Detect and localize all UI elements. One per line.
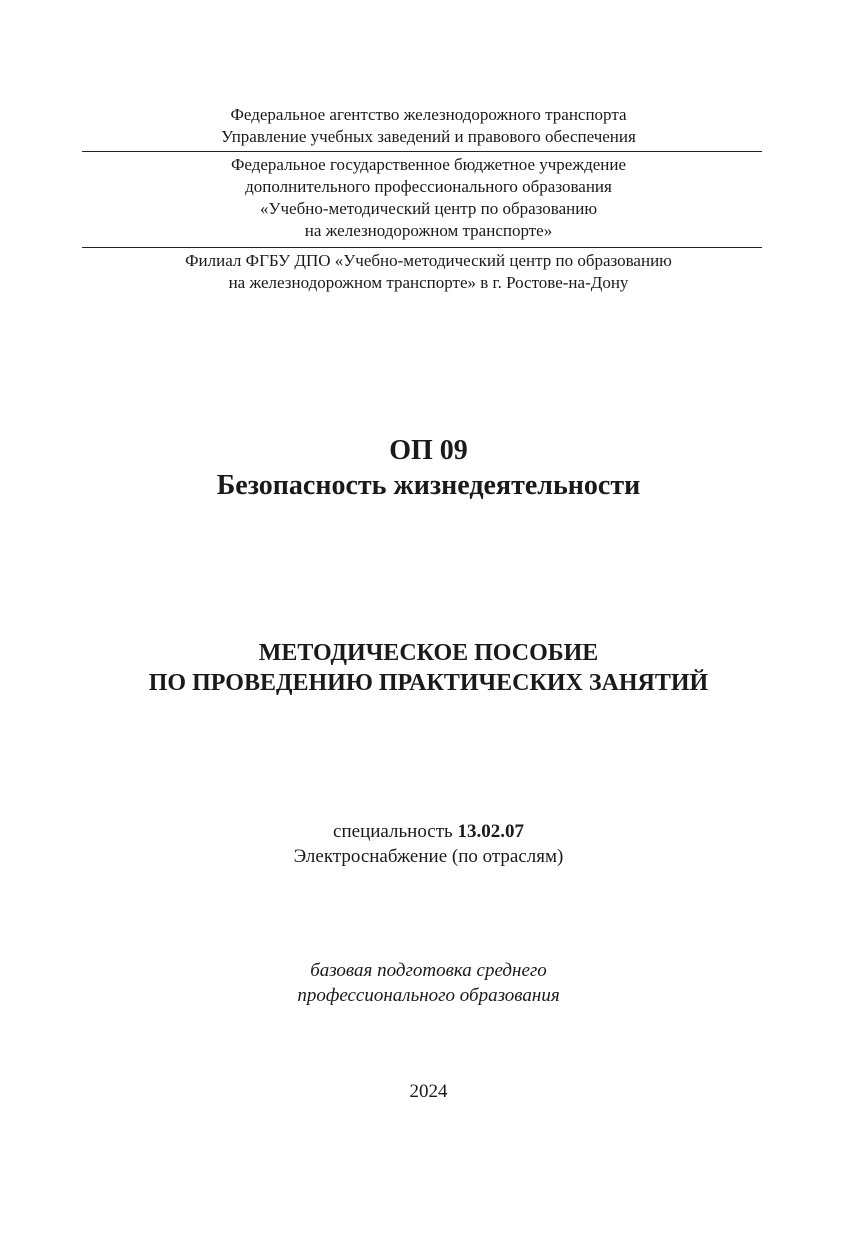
course-name: Безопасность жизнедеятельности: [216, 470, 641, 501]
institution-line: Федеральное государственное бюджетное учреждение: [230, 155, 627, 174]
specialty-prefix: специальность: [333, 821, 458, 842]
education-level-line: базовая подготовка среднего: [310, 960, 547, 981]
specialty-name: Электроснабжение (по отраслям): [293, 846, 564, 867]
specialty-code: 13.02.07: [457, 821, 524, 842]
agency-line: Федеральное агентство железнодорожного транспорта: [230, 105, 627, 124]
subtitle-line: ПО ПРОВЕДЕНИЮ ПРАКТИЧЕСКИХ ЗАНЯТИЙ: [148, 670, 709, 696]
document-title: [0, 433, 857, 503]
institution-line: дополнительного профессионального образования: [245, 177, 612, 196]
header-divider: [82, 151, 762, 152]
branch-block: [0, 250, 857, 294]
education-level-line: профессионального образования: [297, 985, 560, 1006]
publication-year: 2024: [409, 1081, 448, 1102]
header-divider: [82, 247, 762, 248]
specialty-code-line: [0, 819, 857, 844]
institution-line: «Учебно-методический центр по образованию: [259, 199, 598, 218]
course-code: ОП 09: [389, 435, 468, 466]
agency-line: Управление учебных заведений и правового обеспечения: [221, 127, 636, 146]
agency-block: [0, 104, 857, 148]
subtitle-line: МЕТОДИЧЕСКОЕ ПОСОБИЕ: [258, 640, 599, 666]
education-level-block: [0, 958, 857, 1008]
branch-line: Филиал ФГБУ ДПО «Учебно-методический центр по образованию: [185, 251, 672, 270]
document-subtitle: [0, 638, 857, 698]
specialty-block: [0, 819, 857, 869]
institution-line: на железнодорожном транспорте»: [304, 221, 553, 240]
institution-block: [0, 154, 857, 242]
branch-line: на железнодорожном транспорте» в г. Ростове-на-Дону: [228, 273, 629, 292]
